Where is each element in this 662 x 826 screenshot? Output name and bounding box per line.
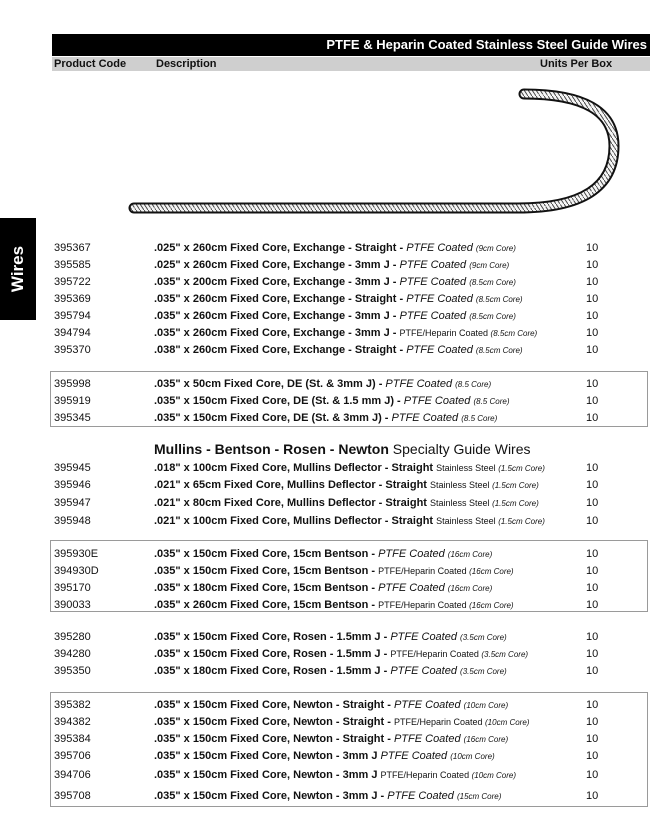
product-code: 395280 (54, 631, 91, 643)
coating: PTFE Coated (403, 395, 474, 407)
core-length: (10cm Core) (463, 701, 509, 710)
table-row (52, 342, 650, 359)
units-per-box: 10 (586, 599, 599, 611)
table-row (52, 788, 650, 805)
description (154, 597, 514, 614)
units-per-box: 10 (586, 327, 599, 339)
table-row (52, 460, 650, 477)
table-row (52, 563, 650, 580)
description-main: .035" x 150cm Fixed Core, Rosen - 1.5mm J - (154, 648, 391, 660)
description (154, 477, 539, 494)
description-main: .035" x 150cm Fixed Core, Rosen - 1.5mm J - (154, 631, 391, 643)
description-main: .021" x 100cm Fixed Core, Mullins Deflector - Straight (154, 515, 437, 527)
table-row (52, 697, 650, 714)
units-per-box: 10 (586, 733, 599, 745)
table-row (52, 291, 650, 308)
core-length: (3.5cm Core) (481, 650, 529, 659)
description-main: .021" x 65cm Fixed Core, Mullins Deflector - Straight (154, 479, 431, 491)
units-per-box: 10 (586, 395, 599, 407)
description-main: .035" x 150cm Fixed Core, Newton - Straight - (154, 699, 394, 711)
coating: PTFE Coated (391, 412, 462, 424)
product-code: 395945 (54, 462, 91, 474)
units-per-box: 10 (586, 548, 599, 560)
coating: PTFE Coated (393, 699, 464, 711)
core-length: (16cm Core) (469, 601, 514, 610)
core-length: (15cm Core) (456, 792, 502, 801)
product-code: 395930E (54, 548, 99, 560)
units-per-box: 10 (586, 699, 599, 711)
coating: PTFE Coated (385, 378, 456, 390)
description (154, 325, 537, 342)
description (154, 714, 529, 731)
description-main: .035" x 260cm Fixed Core, Exchange - 3mm J - (154, 310, 400, 322)
units-per-box: 10 (586, 515, 599, 527)
table-row (52, 580, 650, 597)
product-code: 395919 (54, 395, 91, 407)
coating: PTFE Coated (390, 631, 461, 643)
core-length: (16cm Core) (463, 735, 509, 744)
units-per-box: 10 (586, 750, 599, 762)
product-code: 390033 (54, 599, 91, 611)
units-per-box: 10 (586, 412, 599, 424)
product-code: 395947 (54, 497, 91, 509)
product-code: 394794 (54, 327, 91, 339)
product-code: 395369 (54, 293, 91, 305)
product-code: 395948 (54, 515, 91, 527)
table-row (52, 731, 650, 748)
product-code: 395706 (54, 750, 91, 762)
description (154, 274, 516, 291)
col-description: Description (156, 58, 217, 70)
description (154, 646, 528, 663)
table-row (52, 240, 650, 257)
description (154, 460, 545, 477)
description (154, 308, 516, 325)
coating: PTFE Coated (399, 310, 470, 322)
units-per-box: 10 (586, 716, 599, 728)
coating: Stainless Steel (430, 480, 493, 490)
description (154, 748, 495, 765)
core-length: (10cm Core) (471, 771, 517, 780)
description (154, 376, 491, 393)
coating: PTFE Coated (393, 733, 464, 745)
units-per-box: 10 (586, 276, 599, 288)
table-row (52, 629, 650, 646)
coating: Stainless Steel (430, 498, 493, 508)
section-title-bold: Mullins - Bentson - Rosen - Newton (154, 441, 389, 457)
product-code: 395370 (54, 344, 91, 356)
table-row (52, 308, 650, 325)
core-length: (3.5cm Core) (460, 667, 507, 676)
description-main: .035" x 180cm Fixed Core, 15cm Bentson - (154, 582, 379, 594)
product-code: 395384 (54, 733, 91, 745)
description-main: .035" x 150cm Fixed Core, Newton - 3mm J (154, 769, 381, 781)
description (154, 513, 545, 530)
units-per-box: 10 (586, 665, 599, 677)
core-length: (10cm Core) (485, 718, 530, 727)
units-per-box: 10 (586, 497, 599, 509)
description-main: .025" x 260cm Fixed Core, Exchange - Straight - (154, 242, 407, 254)
table-row (52, 274, 650, 291)
core-length: (8.5cm Core) (469, 312, 516, 321)
table-row (52, 714, 650, 731)
description-main: .035" x 200cm Fixed Core, Exchange - 3mm J - (154, 276, 400, 288)
product-code: 394382 (54, 716, 91, 728)
page-title: PTFE & Heparin Coated Stainless Steel Guide Wires (52, 34, 650, 56)
table-row (52, 546, 650, 563)
description (154, 495, 539, 512)
table-row (52, 325, 650, 342)
core-length: (9cm Core) (475, 244, 516, 253)
units-per-box: 10 (586, 378, 599, 390)
product-code: 395350 (54, 665, 91, 677)
product-code: 394280 (54, 648, 91, 660)
coating: PTFE Coated (399, 259, 470, 271)
description-main: .035" x 50cm Fixed Core, DE (St. & 3mm J) - (154, 378, 386, 390)
units-per-box: 10 (586, 344, 599, 356)
description-main: .035" x 260cm Fixed Core, Exchange - 3mm J - (154, 327, 400, 339)
coating: PTFE Coated (387, 790, 457, 802)
core-length: (8.5 Core) (461, 414, 498, 423)
coating: PTFE Coated (406, 344, 476, 356)
description-main: .025" x 260cm Fixed Core, Exchange - 3mm J - (154, 259, 400, 271)
units-per-box: 10 (586, 582, 599, 594)
table-row (52, 748, 650, 765)
description (154, 257, 509, 274)
table-row (52, 597, 650, 614)
table-row (52, 393, 650, 410)
description (154, 291, 523, 308)
core-length: (1.5cm Core) (498, 517, 545, 526)
description-main: .035" x 260cm Fixed Core, Exchange - Straight - (154, 293, 407, 305)
table-row (52, 767, 650, 784)
side-tab-label: Wires (8, 245, 27, 293)
product-code: 395367 (54, 242, 91, 254)
table-row (52, 646, 650, 663)
core-length: (8.5 Core) (455, 380, 492, 389)
table-row (52, 513, 650, 530)
units-per-box: 10 (586, 259, 599, 271)
core-length: (8.5cm Core) (469, 278, 516, 287)
table-row (52, 376, 650, 393)
coating: PTFE/Heparin Coated (378, 566, 470, 576)
description-main: .035" x 150cm Fixed Core, Newton - 3mm J - (154, 790, 388, 802)
description (154, 767, 516, 784)
description-main: .035" x 150cm Fixed Core, DE (St. & 1.5 mm J) - (154, 395, 404, 407)
units-per-box: 10 (586, 242, 599, 254)
core-length: (8.5cm Core) (490, 329, 538, 338)
description (154, 393, 509, 410)
product-code: 395794 (54, 310, 91, 322)
description-main: .018" x 100cm Fixed Core, Mullins Deflector - Straight (154, 462, 437, 474)
col-product-code: Product Code (54, 58, 127, 70)
units-per-box: 10 (586, 310, 599, 322)
description-main: .035" x 150cm Fixed Core, Newton - 3mm J (154, 750, 381, 762)
description-main: .035" x 150cm Fixed Core, 15cm Bentson - (154, 565, 379, 577)
description (154, 410, 497, 427)
guide-wire-illustration (128, 84, 622, 220)
coating: PTFE Coated (378, 582, 448, 594)
section-title-normal: Specialty Guide Wires (388, 441, 531, 457)
units-per-box: 10 (586, 293, 599, 305)
coating: PTFE/Heparin Coated (390, 649, 482, 659)
coating: PTFE Coated (378, 548, 448, 560)
col-units: Units Per Box (540, 58, 613, 70)
product-code: 394706 (54, 769, 91, 781)
description-main: .021" x 80cm Fixed Core, Mullins Deflector - Straight (154, 497, 431, 509)
description-main: .035" x 150cm Fixed Core, Newton - Straight - (154, 733, 394, 745)
description (154, 342, 523, 359)
product-code: 395382 (54, 699, 91, 711)
table-row (52, 410, 650, 427)
core-length: (8.5cm Core) (475, 346, 523, 355)
core-length: (16cm Core) (469, 567, 514, 576)
description-main: .035" x 150cm Fixed Core, 15cm Bentson - (154, 548, 379, 560)
core-length: (8.5 Core) (473, 397, 510, 406)
core-length: (16cm Core) (447, 584, 493, 593)
table-row (52, 257, 650, 274)
description-main: .035" x 150cm Fixed Core, Newton - Straight - (154, 716, 394, 728)
coating: PTFE Coated (399, 276, 470, 288)
product-code: 395170 (54, 582, 91, 594)
description (154, 731, 508, 748)
coating: PTFE/Heparin Coated (378, 600, 470, 610)
description (154, 240, 516, 257)
core-length: (8.5cm Core) (475, 295, 523, 304)
description-main: .035" x 260cm Fixed Core, 15cm Bentson - (154, 599, 379, 611)
units-per-box: 10 (586, 462, 599, 474)
coating: PTFE Coated (380, 750, 451, 762)
description-main: .038" x 260cm Fixed Core, Exchange - Straight - (154, 344, 407, 356)
core-length: (1.5cm Core) (492, 481, 539, 490)
coating: PTFE Coated (406, 293, 476, 305)
description (154, 580, 492, 597)
description (154, 629, 507, 646)
coating: Stainless Steel (436, 516, 499, 526)
units-per-box: 10 (586, 648, 599, 660)
coating: Stainless Steel (436, 463, 499, 473)
coating: PTFE/Heparin Coated (399, 328, 491, 338)
product-code: 395722 (54, 276, 91, 288)
units-per-box: 10 (586, 479, 599, 491)
coating: PTFE Coated (390, 665, 461, 677)
table-row (52, 663, 650, 680)
core-length: (1.5cm Core) (492, 499, 539, 508)
product-code: 395946 (54, 479, 91, 491)
table-row (52, 495, 650, 512)
core-length: (3.5cm Core) (460, 633, 507, 642)
core-length: (16cm Core) (447, 550, 493, 559)
coating: PTFE/Heparin Coated (393, 717, 485, 727)
side-tab (0, 218, 36, 320)
column-header (52, 57, 650, 71)
coating: PTFE Coated (406, 242, 476, 254)
product-code: 394930D (54, 565, 99, 577)
core-length: (10cm Core) (450, 752, 495, 761)
product-code: 395708 (54, 790, 91, 802)
units-per-box: 10 (586, 769, 599, 781)
coating: PTFE/Heparin Coated (380, 770, 472, 780)
core-length: (9cm Core) (469, 261, 510, 270)
units-per-box: 10 (586, 631, 599, 643)
description (154, 546, 492, 563)
table-row (52, 477, 650, 494)
product-code: 395345 (54, 412, 91, 424)
units-per-box: 10 (586, 565, 599, 577)
description (154, 563, 514, 580)
description (154, 663, 507, 680)
description (154, 788, 501, 805)
description-main: .035" x 180cm Fixed Core, Rosen - 1.5mm J - (154, 665, 391, 677)
core-length: (1.5cm Core) (498, 464, 545, 473)
product-code: 395585 (54, 259, 91, 271)
description (154, 697, 508, 714)
section-title (154, 441, 531, 457)
product-code: 395998 (54, 378, 91, 390)
units-per-box: 10 (586, 790, 599, 802)
description-main: .035" x 150cm Fixed Core, DE (St. & 3mm J) - (154, 412, 392, 424)
